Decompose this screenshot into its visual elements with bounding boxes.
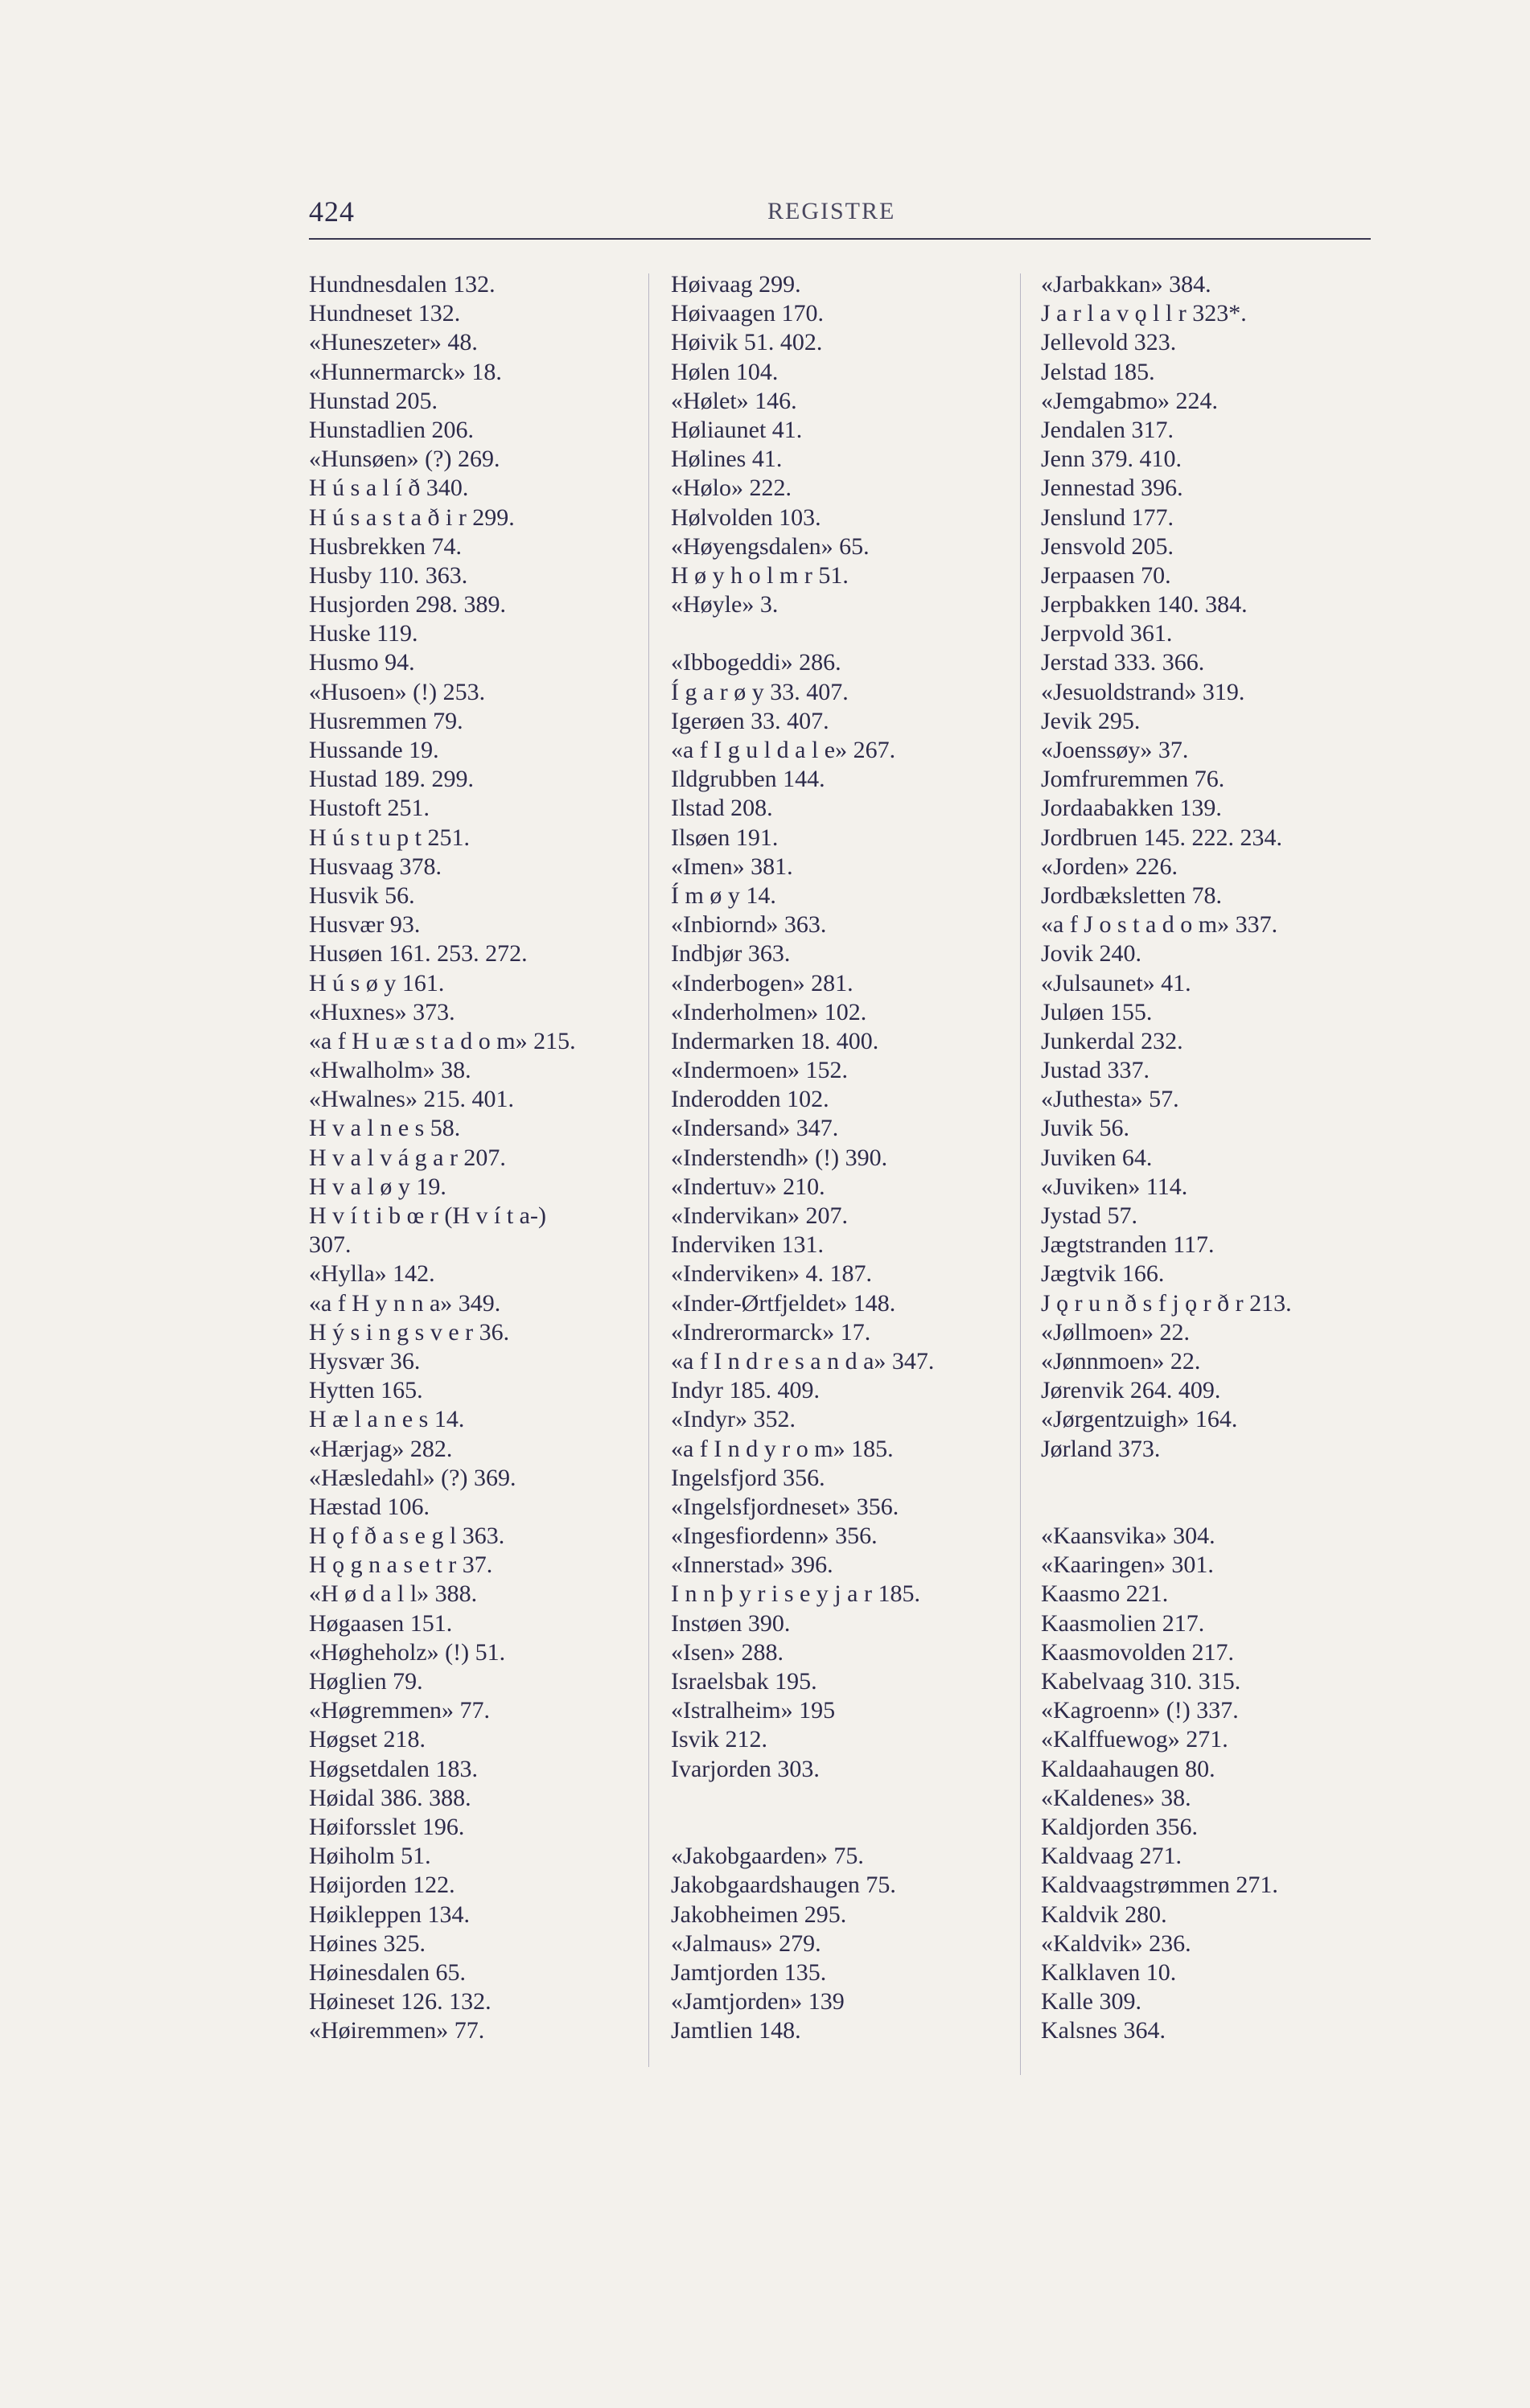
index-entry: Høidal 386. 388. — [309, 1784, 471, 1811]
index-entry: «Innerstad» 396. — [671, 1551, 833, 1579]
index-entry: «Indyr» 352. — [671, 1406, 796, 1433]
index-entry: Instøen 390. — [671, 1609, 791, 1637]
index-entry: «Hølet» 146. — [671, 387, 797, 414]
index-entry: H ý s i n g s v e r 36. — [309, 1318, 510, 1346]
index-entry: «a f H u æ s t a d o m» 215. — [309, 1027, 576, 1054]
section-gap — [671, 1784, 1009, 1813]
section-gap — [1041, 1493, 1387, 1522]
index-entry: «Ibbogeddi» 286. — [671, 649, 841, 676]
section-gap — [671, 619, 1009, 648]
index-entry: «Imen» 381. — [671, 853, 793, 880]
index-entry: Juvik 56. — [1041, 1115, 1130, 1142]
index-entry: Jordbruen 145. 222. 234. — [1041, 824, 1282, 851]
index-entry: «Jønnmoen» 22. — [1041, 1347, 1201, 1375]
index-entry: «Inbiornd» 363. — [671, 911, 827, 939]
index-entry: «Husoen» (!) 253. — [309, 678, 486, 705]
index-entry: Hundneset 132. — [309, 300, 461, 327]
header-title: REGISTRE — [767, 198, 896, 224]
index-entry: Høliaunet 41. — [671, 416, 803, 443]
index-entry: Kaldvaagstrømmen 271. — [1041, 1872, 1278, 1899]
index-entry: «Kaansvika» 304. — [1041, 1522, 1215, 1550]
index-entry: «Hærjag» 282. — [309, 1435, 453, 1462]
index-entry: Ivarjorden 303. — [671, 1755, 820, 1782]
index-entry: «Indersand» 347. — [671, 1115, 839, 1142]
index-entry: Hysvær 36. — [309, 1347, 421, 1375]
index-entry: «Juviken» 114. — [1041, 1173, 1188, 1200]
index-entry: Hæstad 106. — [309, 1493, 430, 1520]
index-entry: «Inderstendh» (!) 390. — [671, 1144, 888, 1171]
index-entry: Jerstad 333. 366. — [1041, 649, 1205, 676]
index-entry: Høines 325. — [309, 1929, 426, 1957]
index-entry: Junkerdal 232. — [1041, 1027, 1183, 1054]
index-entry: «Jørgentzuigh» 164. — [1041, 1406, 1238, 1433]
index-entry: «Joenssøy» 37. — [1041, 737, 1189, 763]
index-entry: Jerpvold 361. — [1041, 620, 1173, 647]
index-entry: Hundnesdalen 132. — [309, 271, 496, 298]
index-entry: «Indertuv» 210. — [671, 1173, 825, 1200]
index-entry: «Hølo» 222. — [671, 475, 792, 502]
index-entry: «Isen» 288. — [671, 1638, 784, 1666]
index-entry: «Indermoen» 152. — [671, 1057, 848, 1084]
index-entry: H ú s a l í ð 340. — [309, 475, 469, 502]
index-entry: «Inderholmen» 102. — [671, 998, 867, 1025]
index-entry: «Høyle» 3. — [671, 591, 779, 618]
index-entry: «Hwalholm» 38. — [309, 1057, 471, 1084]
index-entry: H v a l v á g a r 207. — [309, 1144, 506, 1171]
index-entry: Indermarken 18. 400. — [671, 1027, 879, 1054]
index-entry: Ilsøen 191. — [671, 824, 779, 851]
index-entry: «Kaldenes» 38. — [1041, 1784, 1191, 1811]
index-entry: Juviken 64. — [1041, 1144, 1153, 1171]
index-entry: Husjorden 298. 389. — [309, 591, 506, 618]
index-entry: H ú s a s t a ð i r 299. — [309, 503, 515, 531]
index-entry: Indyr 185. 409. — [671, 1377, 820, 1404]
index-entry: H v a l n e s 58. — [309, 1115, 461, 1142]
index-entry: «Høiremmen» 77. — [309, 2017, 485, 2044]
index-entry: Jendalen 317. — [1041, 416, 1174, 443]
index-entry: «a f J o s t a d o m» 337. — [1041, 911, 1278, 939]
index-entry: Jenn 379. 410. — [1041, 446, 1182, 473]
index-entry: Høiholm 51. — [309, 1843, 431, 1870]
index-column-3 — [1041, 270, 1387, 2045]
index-entry: «H ø d a l l» 388. — [309, 1580, 478, 1608]
index-entry: «Inder-Ørtfjeldet» 148. — [671, 1289, 896, 1317]
index-entry: «Jøllmoen» 22. — [1041, 1318, 1190, 1346]
index-entry: Husmo 94. — [309, 649, 415, 676]
index-entry: «Inderviken» 4. 187. — [671, 1260, 872, 1288]
index-entry: Jordbæksletten 78. — [1041, 881, 1222, 909]
index-entry: Jerpaasen 70. — [1041, 561, 1171, 589]
index-entry: Kaldvaag 271. — [1041, 1843, 1182, 1870]
index-entry: «Indrerormarck» 17. — [671, 1318, 871, 1346]
index-entry: Hytten 165. — [309, 1377, 423, 1404]
index-entry: «Kaaringen» 301. — [1041, 1551, 1214, 1579]
index-entry: «Huxnes» 373. — [309, 998, 455, 1025]
section-gap — [1041, 1464, 1387, 1493]
index-entry: I n n þ y r i s e y j a r 185. — [671, 1580, 920, 1608]
index-entry: «Hwalnes» 215. 401. — [309, 1086, 514, 1113]
index-entry: Husvær 93. — [309, 911, 421, 939]
index-entry: «a f H y n n a» 349. — [309, 1289, 501, 1317]
index-entry: H v a l ø y 19. — [309, 1173, 446, 1200]
page-number: 424 — [309, 195, 355, 228]
index-entry: Jægtstranden 117. — [1041, 1231, 1215, 1259]
index-entry: Kalsnes 364. — [1041, 2017, 1166, 2044]
index-column-2 — [671, 270, 1009, 2045]
index-entry: Jørland 373. — [1041, 1435, 1161, 1462]
index-entry: «Hunsøen» (?) 269. — [309, 446, 500, 473]
index-entry: H ú s ø y 161. — [309, 969, 445, 996]
index-entry: Ilstad 208. — [671, 795, 773, 822]
index-entry: Kaasmovolden 217. — [1041, 1638, 1234, 1666]
index-entry: «Istralheim» 195 — [671, 1697, 836, 1724]
index-entry: «Juthesta» 57. — [1041, 1086, 1179, 1113]
index-entry: Husby 110. 363. — [309, 561, 468, 589]
index-entry: Høikleppen 134. — [309, 1901, 470, 1928]
index-entry: Jerpbakken 140. 384. — [1041, 591, 1248, 618]
index-entry: Huske 119. — [309, 620, 418, 647]
index-entry: Juløen 155. — [1041, 998, 1153, 1025]
index-entry: «Hæsledahl» (?) 369. — [309, 1464, 516, 1491]
index-entry: «Kaldvik» 236. — [1041, 1929, 1191, 1957]
index-entry: Jægtvik 166. — [1041, 1260, 1165, 1288]
index-entry: Hunstad 205. — [309, 387, 438, 414]
index-entry: Høivaagen 170. — [671, 300, 824, 327]
index-entry: H ǫ f ð a s e g l 363. — [309, 1522, 505, 1550]
index-entry: «Ingelsfjordneset» 356. — [671, 1493, 899, 1520]
index-entry: Jelstad 185. — [1041, 358, 1155, 385]
index-entry: Jomfruremmen 76. — [1041, 766, 1225, 793]
index-entry: Høgaasen 151. — [309, 1609, 453, 1637]
index-entry: Husøen 161. 253. 272. — [309, 940, 528, 968]
index-entry: Kaldaahaugen 80. — [1041, 1755, 1215, 1782]
running-head — [309, 190, 1371, 240]
index-entry: Jakobgaardshaugen 75. — [671, 1872, 896, 1899]
index-entry: Indbjør 363. — [671, 940, 791, 968]
index-entry: Høiforsslet 196. — [309, 1813, 465, 1840]
index-entry: «Julsaunet» 41. — [1041, 969, 1191, 996]
index-entry: «Jalmaus» 279. — [671, 1929, 821, 1957]
index-entry: Jenslund 177. — [1041, 503, 1174, 531]
index-column-1 — [309, 270, 639, 2045]
index-entry: «Hunnermarck» 18. — [309, 358, 502, 385]
index-entry: Kabelvaag 310. 315. — [1041, 1668, 1241, 1695]
index-entry: Ildgrubben 144. — [671, 766, 825, 793]
index-entry: «Ingesfiordenn» 356. — [671, 1522, 878, 1550]
index-entry: Jennestad 396. — [1041, 475, 1183, 502]
index-entry: Hustoft 251. — [309, 795, 430, 822]
column-divider — [1020, 273, 1021, 2075]
index-entry: H ø y h o l m r 51. — [671, 561, 849, 589]
index-entry: Kaldvik 280. — [1041, 1901, 1167, 1928]
index-entry: «Kalffuewog» 271. — [1041, 1726, 1228, 1753]
index-entry: «Høgremmen» 77. — [309, 1697, 490, 1724]
index-entry: «Jesuoldstrand» 319. — [1041, 678, 1245, 705]
index-entry: Inderviken 131. — [671, 1231, 824, 1259]
section-gap — [671, 1813, 1009, 1842]
index-entry: Høivaag 299. — [671, 271, 801, 298]
index-entry: Kaldjorden 356. — [1041, 1813, 1198, 1840]
index-entry: «Jarbakkan» 384. — [1041, 271, 1211, 298]
index-entry: Husvik 56. — [309, 881, 415, 909]
index-entry: Í m ø y 14. — [671, 881, 776, 909]
index-entry: «Indervikan» 207. — [671, 1202, 848, 1229]
index-entry: Jørenvik 264. 409. — [1041, 1377, 1221, 1404]
index-entry: Kalklaven 10. — [1041, 1958, 1177, 1986]
index-entry: Høinesdalen 65. — [309, 1958, 466, 1986]
index-entry: J a r l a v ǫ l l r 323*. — [1041, 300, 1247, 327]
index-entry: «Jamtjorden» 139 — [671, 1988, 845, 2016]
index-entry: Inderodden 102. — [671, 1086, 829, 1113]
index-entry: Høivik 51. 402. — [671, 329, 823, 356]
index-entry: Jakobheimen 295. — [671, 1901, 847, 1928]
index-entry: H ǫ g n a s e t r 37. — [309, 1551, 493, 1579]
index-entry: «Huneszeter» 48. — [309, 329, 478, 356]
index-entry: Hussande 19. — [309, 737, 439, 763]
index-entry: Israelsbak 195. — [671, 1668, 817, 1695]
index-entry: H æ l a n e s 14. — [309, 1406, 465, 1433]
index-entry: Jellevold 323. — [1041, 329, 1177, 356]
index-entry: Kaasmo 221. — [1041, 1580, 1169, 1608]
index-entry: Ingelsfjord 356. — [671, 1464, 825, 1491]
index-entry: Jamtlien 148. — [671, 2017, 801, 2044]
index-entry: «Jemgabmo» 224. — [1041, 387, 1218, 414]
index-entry: Høgsetdalen 183. — [309, 1755, 478, 1782]
index-entry: Jovik 240. — [1041, 940, 1142, 968]
column-divider — [648, 273, 649, 2067]
index-entry: «Inderbogen» 281. — [671, 969, 853, 996]
index-entry: Í g a r ø y 33. 407. — [671, 678, 849, 705]
index-entry: Høineset 126. 132. — [309, 1988, 491, 2016]
index-entry: Høijorden 122. — [309, 1872, 455, 1899]
index-entry: «a f I n d r e s a n d a» 347. — [671, 1347, 935, 1375]
index-entry: «a f I n d y r o m» 185. — [671, 1435, 894, 1462]
index-entry: Jystad 57. — [1041, 1202, 1137, 1229]
index-entry: Husvaag 378. — [309, 853, 442, 880]
index-entry: Høgset 218. — [309, 1726, 426, 1753]
index-entry: Igerøen 33. 407. — [671, 707, 829, 734]
index-entry: «a f I g u l d a l e» 267. — [671, 737, 896, 763]
index-entry: Jamtjorden 135. — [671, 1958, 827, 1986]
index-entry: Justad 337. — [1041, 1057, 1150, 1084]
index-entry: Jevik 295. — [1041, 707, 1141, 734]
index-entry: 307. — [309, 1231, 352, 1259]
index-entry: «Høyengsdalen» 65. — [671, 532, 870, 560]
index-entry: Kaasmolien 217. — [1041, 1609, 1205, 1637]
index-entry: Jordaabakken 139. — [1041, 795, 1222, 822]
index-entry: «Kagroenn» (!) 337. — [1041, 1697, 1239, 1724]
index-entry: Husremmen 79. — [309, 707, 463, 734]
index-entry: Høglien 79. — [309, 1668, 423, 1695]
index-entry: «Jakobgaarden» 75. — [671, 1843, 864, 1870]
index-entry: J ǫ r u n ð s f j ǫ r ð r 213. — [1041, 1289, 1292, 1317]
index-entry: «Jorden» 226. — [1041, 853, 1178, 880]
index-entry: Hølen 104. — [671, 358, 779, 385]
index-entry: Hustad 189. 299. — [309, 766, 474, 793]
index-entry: H ú s t u p t 251. — [309, 824, 471, 851]
index-entry: «Høgheholz» (!) 51. — [309, 1638, 506, 1666]
index-entry: «Hylla» 142. — [309, 1260, 435, 1288]
index-entry: Hunstadlien 206. — [309, 416, 474, 443]
index-entry: H v í t i b œ r (H v í t a-) — [309, 1202, 546, 1229]
index-entry: Hølines 41. — [671, 446, 783, 473]
index-entry: Hølvolden 103. — [671, 503, 821, 531]
index-entry: Jensvold 205. — [1041, 532, 1174, 560]
index-entry: Kalle 309. — [1041, 1988, 1141, 2016]
index-entry: Husbrekken 74. — [309, 532, 462, 560]
index-entry: Isvik 212. — [671, 1726, 767, 1753]
